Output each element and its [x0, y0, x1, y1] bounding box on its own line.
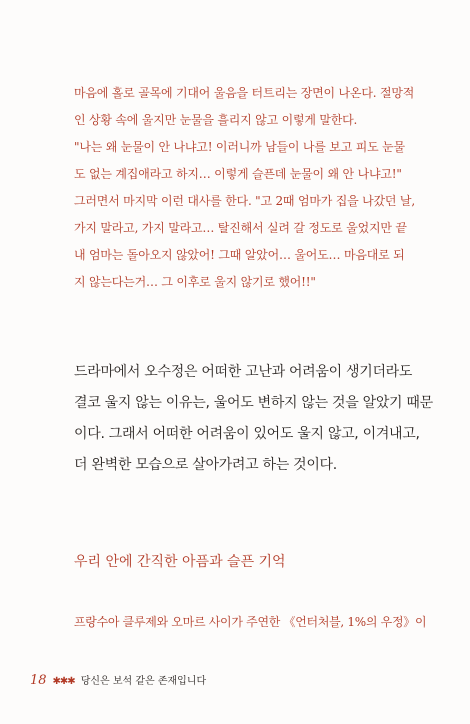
quote-line: 가지 말라고, 가지 말라고… 탈진해서 실려 갈 정도로 울었지만 끝 — [74, 221, 407, 235]
body-line: 더 완벽한 모습으로 살아가려고 하는 것이다. — [74, 457, 337, 473]
body-line: 드라마에서 오수정은 어떠한 고난과 어려움이 생기더라도 — [74, 364, 413, 380]
quote-line: 그러면서 마지막 이런 대사를 한다. "고 2때 엄마가 집을 나갔던 날, — [74, 194, 415, 208]
quote-line: 인 상황 속에 울지만 눈물을 흘리지 않고 이렇게 말한다. — [74, 113, 358, 127]
body-paragraph — [74, 357, 444, 481]
quote-line: 내 엄마는 돌아오지 않았어! 그때 알았어… 울어도… 마음대로 되 — [74, 248, 405, 262]
body-line: 결코 울지 않는 이유는, 울어도 변하지 않는 것을 알았기 때문 — [74, 395, 433, 411]
section-heading: 우리 안에 간직한 아픔과 슬픈 기억 — [74, 554, 286, 570]
page-footer — [30, 672, 206, 688]
star-ornament-icon: ✱✱✱ — [52, 676, 75, 687]
quote-line: "나는 왜 눈물이 안 나냐고! 이러니까 남들이 나를 보고 피도 눈물 — [74, 140, 405, 154]
section-intro-line: 프랑수아 클루제와 오마르 사이가 주연한 《언터처블, 1%의 우정》이 — [74, 615, 427, 629]
running-book-title: 당신은 보석 같은 존재입니다 — [80, 676, 207, 687]
body-line: 이다. 그래서 어떠한 어려움이 있어도 울지 않고, 이겨내고, — [74, 426, 420, 442]
quote-line: 지 않는다는거… 그 이후로 울지 않기로 했어!!" — [74, 275, 316, 289]
quote-line: 마음에 홀로 골목에 기대어 울음을 터트리는 장면이 나온다. 절망적 — [74, 86, 415, 100]
page-number: 18 — [30, 673, 47, 688]
quoted-dialogue-passage — [74, 80, 434, 296]
quote-line: 도 없는 계집애라고 하지… 이렇게 슬픈데 눈물이 왜 안 나냐고!" — [74, 167, 402, 181]
